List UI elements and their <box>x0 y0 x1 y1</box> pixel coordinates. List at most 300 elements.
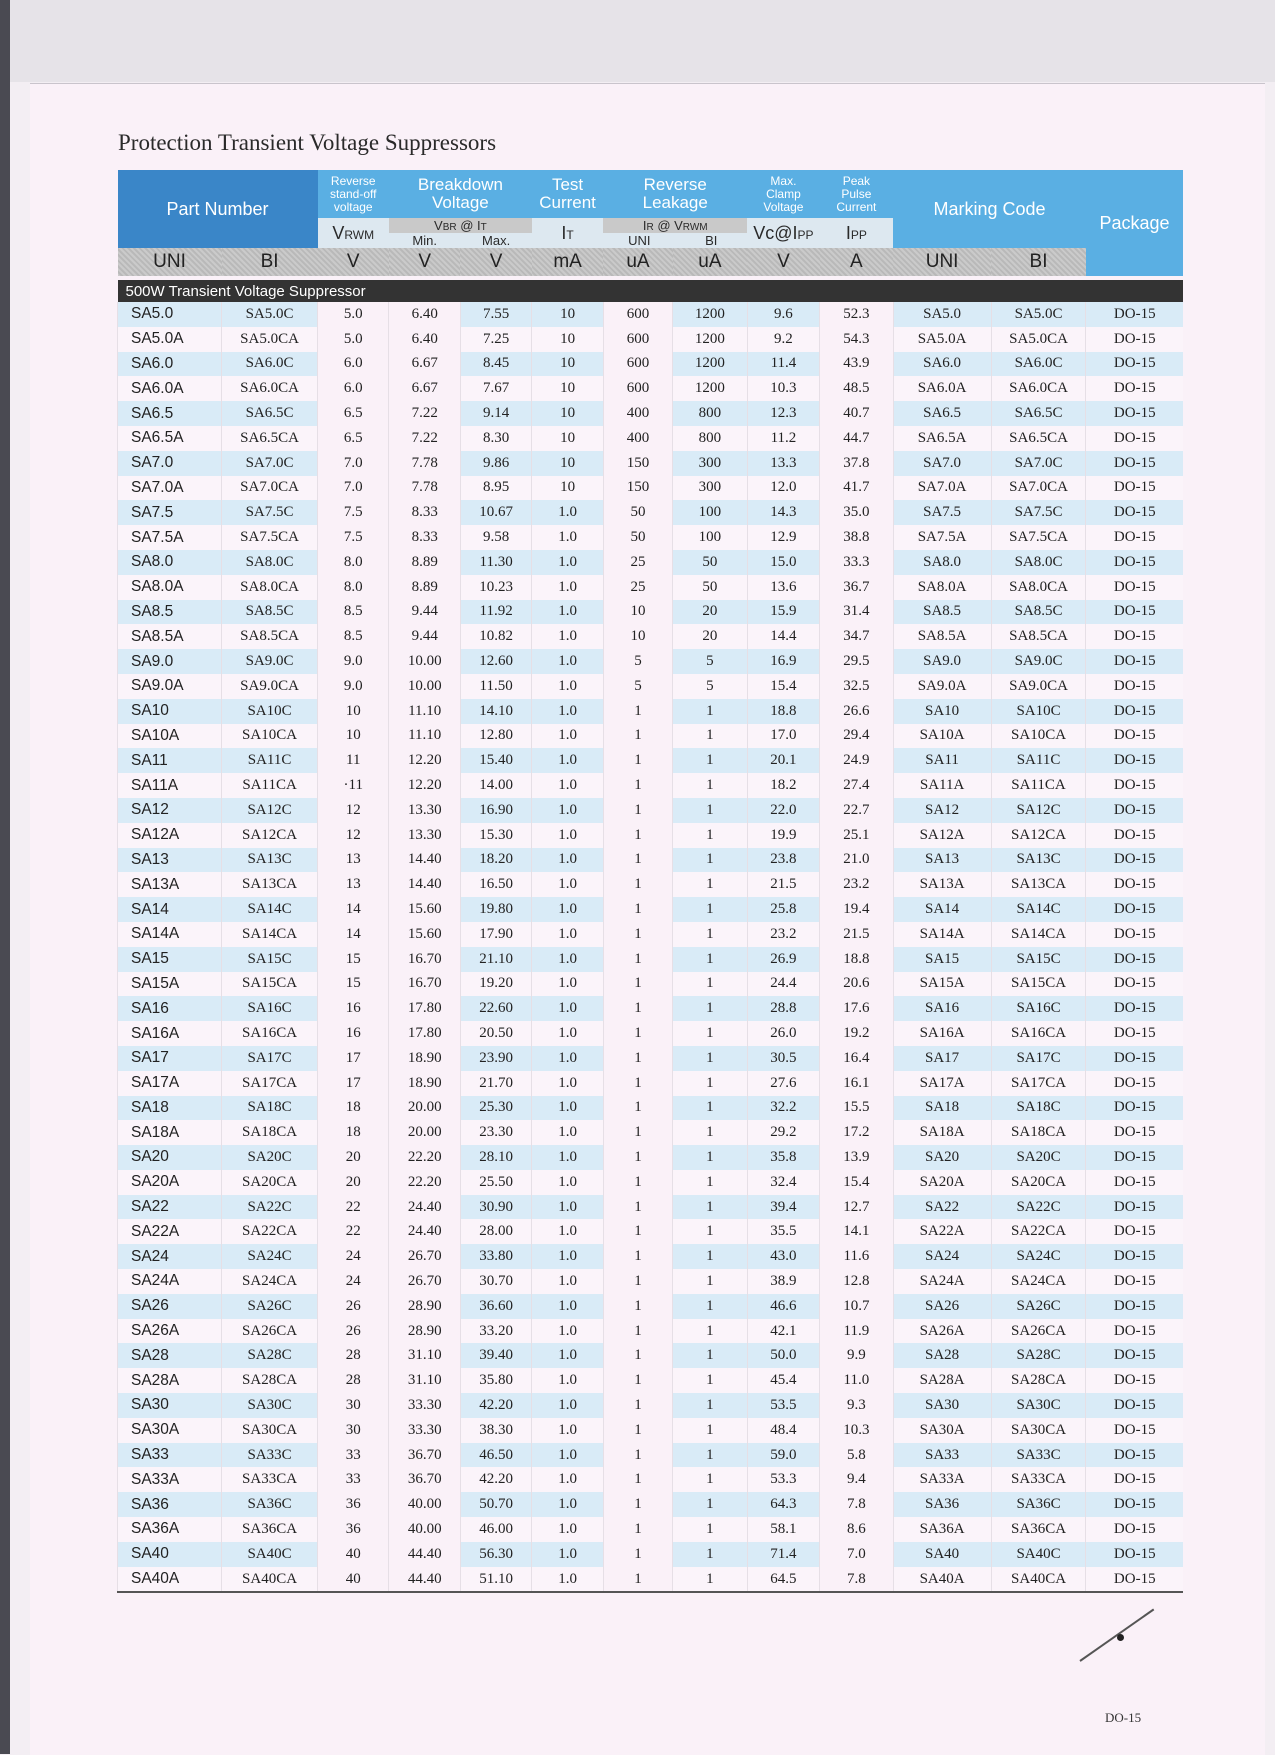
value-cell: 5 <box>673 649 748 674</box>
table-row <box>118 947 1184 972</box>
value-cell: 1.0 <box>532 575 603 600</box>
part-number-cell: SA22C <box>222 1195 318 1220</box>
value-cell: 18.90 <box>389 1071 460 1096</box>
part-number-cell: SA18A <box>118 1120 222 1145</box>
table-row <box>118 1492 1184 1517</box>
table-row <box>118 302 1184 327</box>
value-cell: 5.0 <box>318 302 389 327</box>
part-number-cell: SA36CA <box>222 1517 318 1542</box>
value-cell: 1 <box>603 773 672 798</box>
part-number-cell: SA33 <box>118 1443 222 1468</box>
value-cell: 1.0 <box>532 1195 603 1220</box>
value-cell: 600 <box>603 327 672 352</box>
value-cell: 9.0 <box>318 649 389 674</box>
value-cell: 10 <box>532 302 603 327</box>
value-cell: 24.4 <box>747 972 819 997</box>
value-cell: DO-15 <box>1086 352 1183 377</box>
value-cell: 17.80 <box>389 1021 460 1046</box>
value-cell: 1 <box>603 996 672 1021</box>
value-cell: 400 <box>603 401 672 426</box>
unit-cell: UNI <box>118 248 222 276</box>
value-cell: 800 <box>673 401 748 426</box>
value-cell: SA33C <box>991 1443 1086 1468</box>
value-cell: SA36A <box>893 1517 991 1542</box>
value-cell: 16.4 <box>820 1046 893 1071</box>
value-cell: 30 <box>318 1418 389 1443</box>
value-cell: 9.14 <box>460 401 531 426</box>
value-cell: 1 <box>673 1343 748 1368</box>
value-cell: 1 <box>603 1120 672 1145</box>
value-cell: SA18CA <box>991 1120 1086 1145</box>
value-cell: SA5.0 <box>893 302 991 327</box>
value-cell: DO-15 <box>1086 1195 1183 1220</box>
value-cell: 10 <box>603 600 672 625</box>
value-cell: 1 <box>673 748 748 773</box>
value-cell: DO-15 <box>1086 575 1183 600</box>
value-cell: 20 <box>318 1145 389 1170</box>
value-cell: 10.23 <box>460 575 531 600</box>
value-cell: 6.40 <box>389 302 460 327</box>
value-cell: 1.0 <box>532 996 603 1021</box>
part-number-cell: SA5.0CA <box>222 327 318 352</box>
table-row <box>118 500 1184 525</box>
value-cell: 1 <box>603 1343 672 1368</box>
value-cell: 9.3 <box>820 1393 893 1418</box>
value-cell: DO-15 <box>1086 1492 1183 1517</box>
value-cell: 1 <box>603 1294 672 1319</box>
part-number-cell: SA13CA <box>222 872 318 897</box>
table-row <box>118 624 1184 649</box>
value-cell: 9.9 <box>820 1343 893 1368</box>
value-cell: 21.70 <box>460 1071 531 1096</box>
value-cell: SA16 <box>893 996 991 1021</box>
table-row <box>118 798 1184 823</box>
value-cell: SA10CA <box>991 724 1086 749</box>
value-cell: 17 <box>318 1046 389 1071</box>
part-number-cell: SA12 <box>118 798 222 823</box>
value-cell: 6.5 <box>318 401 389 426</box>
value-cell: 22.60 <box>460 996 531 1021</box>
part-number-cell: SA16 <box>118 996 222 1021</box>
value-cell: 9.6 <box>747 302 819 327</box>
unit-cell: uA <box>673 248 748 276</box>
value-cell: 1.0 <box>532 600 603 625</box>
part-number-cell: SA33CA <box>222 1467 318 1492</box>
part-number-cell: SA26CA <box>222 1319 318 1344</box>
part-number-cell: SA17A <box>118 1071 222 1096</box>
value-cell: DO-15 <box>1086 1368 1183 1393</box>
value-cell: 8.95 <box>460 476 531 501</box>
value-cell: 1 <box>673 1492 748 1517</box>
value-cell: 46.50 <box>460 1443 531 1468</box>
value-cell: SA8.0CA <box>991 575 1086 600</box>
value-cell: SA14 <box>893 897 991 922</box>
value-cell: DO-15 <box>1086 451 1183 476</box>
part-number-cell: SA12A <box>118 823 222 848</box>
page-footer: DO-15 <box>1105 1710 1142 1725</box>
value-cell: 7.0 <box>318 476 389 501</box>
value-cell: 30.5 <box>747 1046 819 1071</box>
value-cell: 40.00 <box>389 1517 460 1542</box>
value-cell: SA13A <box>893 872 991 897</box>
value-cell: 13 <box>318 848 389 873</box>
table-row <box>118 476 1184 501</box>
value-cell: DO-15 <box>1086 798 1183 823</box>
value-cell: 1 <box>603 823 672 848</box>
value-cell: 10.00 <box>389 649 460 674</box>
value-cell: DO-15 <box>1086 500 1183 525</box>
value-cell: 7.55 <box>460 302 531 327</box>
value-cell: SA15CA <box>991 972 1086 997</box>
value-cell: 8.0 <box>318 550 389 575</box>
value-cell: 1 <box>673 897 748 922</box>
value-cell: 20.00 <box>389 1120 460 1145</box>
value-cell: 50 <box>673 550 748 575</box>
part-number-cell: SA7.0C <box>222 451 318 476</box>
value-cell: 11.92 <box>460 600 531 625</box>
value-cell: 15 <box>318 972 389 997</box>
part-number-cell: SA16C <box>222 996 318 1021</box>
value-cell: SA26C <box>991 1294 1086 1319</box>
value-cell: 16.70 <box>389 947 460 972</box>
value-cell: DO-15 <box>1086 1443 1183 1468</box>
value-cell: 33.30 <box>389 1393 460 1418</box>
part-number-cell: SA24CA <box>222 1269 318 1294</box>
value-cell: 26.0 <box>747 1021 819 1046</box>
value-cell: SA6.5 <box>893 401 991 426</box>
part-number-cell: SA36 <box>118 1492 222 1517</box>
value-cell: 11.6 <box>820 1244 893 1269</box>
value-cell: 29.5 <box>820 649 893 674</box>
part-number-cell: SA13 <box>118 848 222 873</box>
value-cell: 1.0 <box>532 1517 603 1542</box>
value-cell: 1200 <box>673 376 748 401</box>
value-cell: 1.0 <box>532 1443 603 1468</box>
value-cell: 53.5 <box>747 1393 819 1418</box>
value-cell: SA22 <box>893 1195 991 1220</box>
value-cell: SA18A <box>893 1120 991 1145</box>
value-cell: 1 <box>673 1046 748 1071</box>
value-cell: 150 <box>603 476 672 501</box>
value-cell: 10.00 <box>389 674 460 699</box>
value-cell: 26.70 <box>389 1244 460 1269</box>
value-cell: 11.0 <box>820 1368 893 1393</box>
table-row <box>118 1319 1184 1344</box>
table-row <box>118 649 1184 674</box>
part-number-cell: SA9.0CA <box>222 674 318 699</box>
table-row <box>118 1567 1184 1593</box>
value-cell: SA10A <box>893 724 991 749</box>
value-cell: 17.0 <box>747 724 819 749</box>
value-cell: 1 <box>673 724 748 749</box>
value-cell: 1.0 <box>532 1418 603 1443</box>
value-cell: 11.9 <box>820 1319 893 1344</box>
value-cell: 1.0 <box>532 1244 603 1269</box>
value-cell: SA20C <box>991 1145 1086 1170</box>
table-row <box>118 525 1184 550</box>
value-cell: 1 <box>603 748 672 773</box>
part-number-cell: SA8.0A <box>118 575 222 600</box>
value-cell: 1.0 <box>532 525 603 550</box>
value-cell: 18 <box>318 1120 389 1145</box>
value-cell: 12.9 <box>747 525 819 550</box>
value-cell: 42.20 <box>460 1393 531 1418</box>
value-cell: SA11A <box>893 773 991 798</box>
value-cell: SA8.5C <box>991 600 1086 625</box>
value-cell: 1 <box>673 996 748 1021</box>
value-cell: 400 <box>603 426 672 451</box>
value-cell: 7.25 <box>460 327 531 352</box>
value-cell: 8.30 <box>460 426 531 451</box>
value-cell: 50.0 <box>747 1343 819 1368</box>
value-cell: 1 <box>603 1319 672 1344</box>
part-number-cell: SA28CA <box>222 1368 318 1393</box>
value-cell: 1 <box>603 1096 672 1121</box>
value-cell: 7.5 <box>318 500 389 525</box>
value-cell: SA11C <box>991 748 1086 773</box>
value-cell: 20.00 <box>389 1096 460 1121</box>
part-number-cell: SA40CA <box>222 1567 318 1593</box>
value-cell: 40 <box>318 1567 389 1593</box>
table-row <box>118 773 1184 798</box>
value-cell: 10.3 <box>820 1418 893 1443</box>
value-cell: 1 <box>673 1120 748 1145</box>
value-cell: 17.80 <box>389 996 460 1021</box>
table-row <box>118 1021 1184 1046</box>
value-cell: SA40 <box>893 1542 991 1567</box>
value-cell: 25.8 <box>747 897 819 922</box>
value-cell: 7.22 <box>389 401 460 426</box>
value-cell: SA22A <box>893 1219 991 1244</box>
value-cell: 29.2 <box>747 1120 819 1145</box>
value-cell: 1200 <box>673 352 748 377</box>
value-cell: 1 <box>673 1393 748 1418</box>
value-cell: 19.80 <box>460 897 531 922</box>
value-cell: 7.22 <box>389 426 460 451</box>
value-cell: 8.89 <box>389 575 460 600</box>
value-cell: 1 <box>603 1443 672 1468</box>
value-cell: 1.0 <box>532 1170 603 1195</box>
part-number-cell: SA9.0 <box>118 649 222 674</box>
value-cell: 16.70 <box>389 972 460 997</box>
value-cell: DO-15 <box>1086 600 1183 625</box>
value-cell: 1 <box>603 1567 672 1593</box>
part-number-cell: SA30CA <box>222 1418 318 1443</box>
value-cell: SA7.5C <box>991 500 1086 525</box>
value-cell: 43.9 <box>820 352 893 377</box>
value-cell: 1.0 <box>532 1467 603 1492</box>
value-cell: 1 <box>673 823 748 848</box>
value-cell: DO-15 <box>1086 302 1183 327</box>
value-cell: 1 <box>673 1170 748 1195</box>
value-cell: SA28 <box>893 1343 991 1368</box>
value-cell: 13.30 <box>389 823 460 848</box>
table-row <box>118 823 1184 848</box>
part-number-cell: SA14A <box>118 922 222 947</box>
value-cell: 14.3 <box>747 500 819 525</box>
value-cell: 15.4 <box>747 674 819 699</box>
value-cell: SA12C <box>991 798 1086 823</box>
value-cell: 1 <box>673 773 748 798</box>
value-cell: 31.10 <box>389 1368 460 1393</box>
value-cell: 12.80 <box>460 724 531 749</box>
section-row <box>118 280 1184 302</box>
value-cell: SA24 <box>893 1244 991 1269</box>
value-cell: 1.0 <box>532 1294 603 1319</box>
value-cell: SA22CA <box>991 1219 1086 1244</box>
part-number-cell: SA11A <box>118 773 222 798</box>
table-row <box>118 848 1184 873</box>
value-cell: DO-15 <box>1086 724 1183 749</box>
value-cell: SA9.0CA <box>991 674 1086 699</box>
value-cell: 1 <box>603 1244 672 1269</box>
value-cell: 1.0 <box>532 1542 603 1567</box>
header-marking-code: Marking Code <box>893 170 1086 248</box>
table-row <box>118 426 1184 451</box>
value-cell: 30.70 <box>460 1269 531 1294</box>
value-cell: 9.58 <box>460 525 531 550</box>
value-cell: 25 <box>603 550 672 575</box>
value-cell: DO-15 <box>1086 1567 1183 1593</box>
value-cell: DO-15 <box>1086 1096 1183 1121</box>
value-cell: 12.8 <box>820 1269 893 1294</box>
value-cell: 48.5 <box>820 376 893 401</box>
value-cell: 32.5 <box>820 674 893 699</box>
part-number-cell: SA9.0A <box>118 674 222 699</box>
value-cell: 1 <box>673 848 748 873</box>
part-number-cell: SA18C <box>222 1096 318 1121</box>
part-number-cell: SA8.5 <box>118 600 222 625</box>
value-cell: 38.30 <box>460 1418 531 1443</box>
part-number-cell: SA7.5 <box>118 500 222 525</box>
value-cell: DO-15 <box>1086 773 1183 798</box>
value-cell: SA22C <box>991 1195 1086 1220</box>
value-cell: 13.9 <box>820 1145 893 1170</box>
value-cell: 6.67 <box>389 376 460 401</box>
unit-cell: V <box>747 248 819 276</box>
value-cell: 39.40 <box>460 1343 531 1368</box>
value-cell: DO-15 <box>1086 1046 1183 1071</box>
value-cell: 10 <box>532 401 603 426</box>
part-number-cell: SA18CA <box>222 1120 318 1145</box>
value-cell: 41.7 <box>820 476 893 501</box>
value-cell: 1.0 <box>532 1368 603 1393</box>
unit-cell: V <box>389 248 460 276</box>
part-number-cell: SA26A <box>118 1319 222 1344</box>
value-cell: 22 <box>318 1219 389 1244</box>
value-cell: 35.5 <box>747 1219 819 1244</box>
value-cell: 600 <box>603 376 672 401</box>
value-cell: 36.70 <box>389 1467 460 1492</box>
value-cell: 14.40 <box>389 848 460 873</box>
value-cell: SA8.5CA <box>991 624 1086 649</box>
part-number-cell: SA24A <box>118 1269 222 1294</box>
value-cell: 1.0 <box>532 972 603 997</box>
value-cell: 10 <box>532 327 603 352</box>
value-cell: SA6.5CA <box>991 426 1086 451</box>
value-cell: SA6.5A <box>893 426 991 451</box>
value-cell: 1.0 <box>532 1096 603 1121</box>
value-cell: 1.0 <box>532 1120 603 1145</box>
value-cell: SA12A <box>893 823 991 848</box>
value-cell: 11.4 <box>747 352 819 377</box>
value-cell: SA8.0A <box>893 575 991 600</box>
value-cell: 15.60 <box>389 922 460 947</box>
part-number-cell: SA20C <box>222 1145 318 1170</box>
value-cell: 15.9 <box>747 600 819 625</box>
value-cell: DO-15 <box>1086 426 1183 451</box>
value-cell: DO-15 <box>1086 1294 1183 1319</box>
value-cell: SA7.5 <box>893 500 991 525</box>
value-cell: 33.30 <box>389 1418 460 1443</box>
value-cell: 27.4 <box>820 773 893 798</box>
table-row <box>118 724 1184 749</box>
part-number-cell: SA6.5A <box>118 426 222 451</box>
value-cell: SA17A <box>893 1071 991 1096</box>
part-number-cell: SA18 <box>118 1096 222 1121</box>
part-number-cell: SA30 <box>118 1393 222 1418</box>
value-cell: 1.0 <box>532 1021 603 1046</box>
value-cell: 12.60 <box>460 649 531 674</box>
value-cell: 14.10 <box>460 699 531 724</box>
part-number-cell: SA15C <box>222 947 318 972</box>
header-vbr: VBR @ IT Min. Max. <box>389 218 532 248</box>
value-cell: 5 <box>603 674 672 699</box>
table-header <box>118 170 1184 302</box>
value-cell: 23.8 <box>747 848 819 873</box>
value-cell: 12.20 <box>389 773 460 798</box>
value-cell: SA7.5CA <box>991 525 1086 550</box>
value-cell: 19.20 <box>460 972 531 997</box>
part-number-cell: SA7.0 <box>118 451 222 476</box>
value-cell: 1.0 <box>532 1393 603 1418</box>
value-cell: 7.5 <box>318 525 389 550</box>
value-cell: 15.60 <box>389 897 460 922</box>
value-cell: 23.90 <box>460 1046 531 1071</box>
value-cell: 12.7 <box>820 1195 893 1220</box>
unit-cell: mA <box>532 248 603 276</box>
part-number-cell: SA7.0CA <box>222 476 318 501</box>
value-cell: 24 <box>318 1269 389 1294</box>
table-row <box>118 872 1184 897</box>
value-cell: 36.60 <box>460 1294 531 1319</box>
value-cell: 7.8 <box>820 1492 893 1517</box>
part-number-cell: SA22 <box>118 1195 222 1220</box>
value-cell: 1 <box>673 972 748 997</box>
value-cell: 10 <box>532 426 603 451</box>
table-row <box>118 1219 1184 1244</box>
value-cell: SA6.0C <box>991 352 1086 377</box>
part-number-cell: SA6.0A <box>118 376 222 401</box>
value-cell: 1.0 <box>532 500 603 525</box>
header-part-number: Part Number <box>118 170 318 248</box>
value-cell: 25.1 <box>820 823 893 848</box>
value-cell: DO-15 <box>1086 748 1183 773</box>
value-cell: 25 <box>603 575 672 600</box>
value-cell: 33 <box>318 1443 389 1468</box>
value-cell: SA26A <box>893 1319 991 1344</box>
value-cell: 14.4 <box>747 624 819 649</box>
value-cell: 8.33 <box>389 500 460 525</box>
value-cell: SA9.0A <box>893 674 991 699</box>
part-number-cell: SA28C <box>222 1343 318 1368</box>
table-row <box>118 1195 1184 1220</box>
value-cell: 1 <box>603 972 672 997</box>
part-number-cell: SA15A <box>118 972 222 997</box>
part-number-cell: SA26C <box>222 1294 318 1319</box>
table-row <box>118 748 1184 773</box>
value-cell: 8.0 <box>318 575 389 600</box>
